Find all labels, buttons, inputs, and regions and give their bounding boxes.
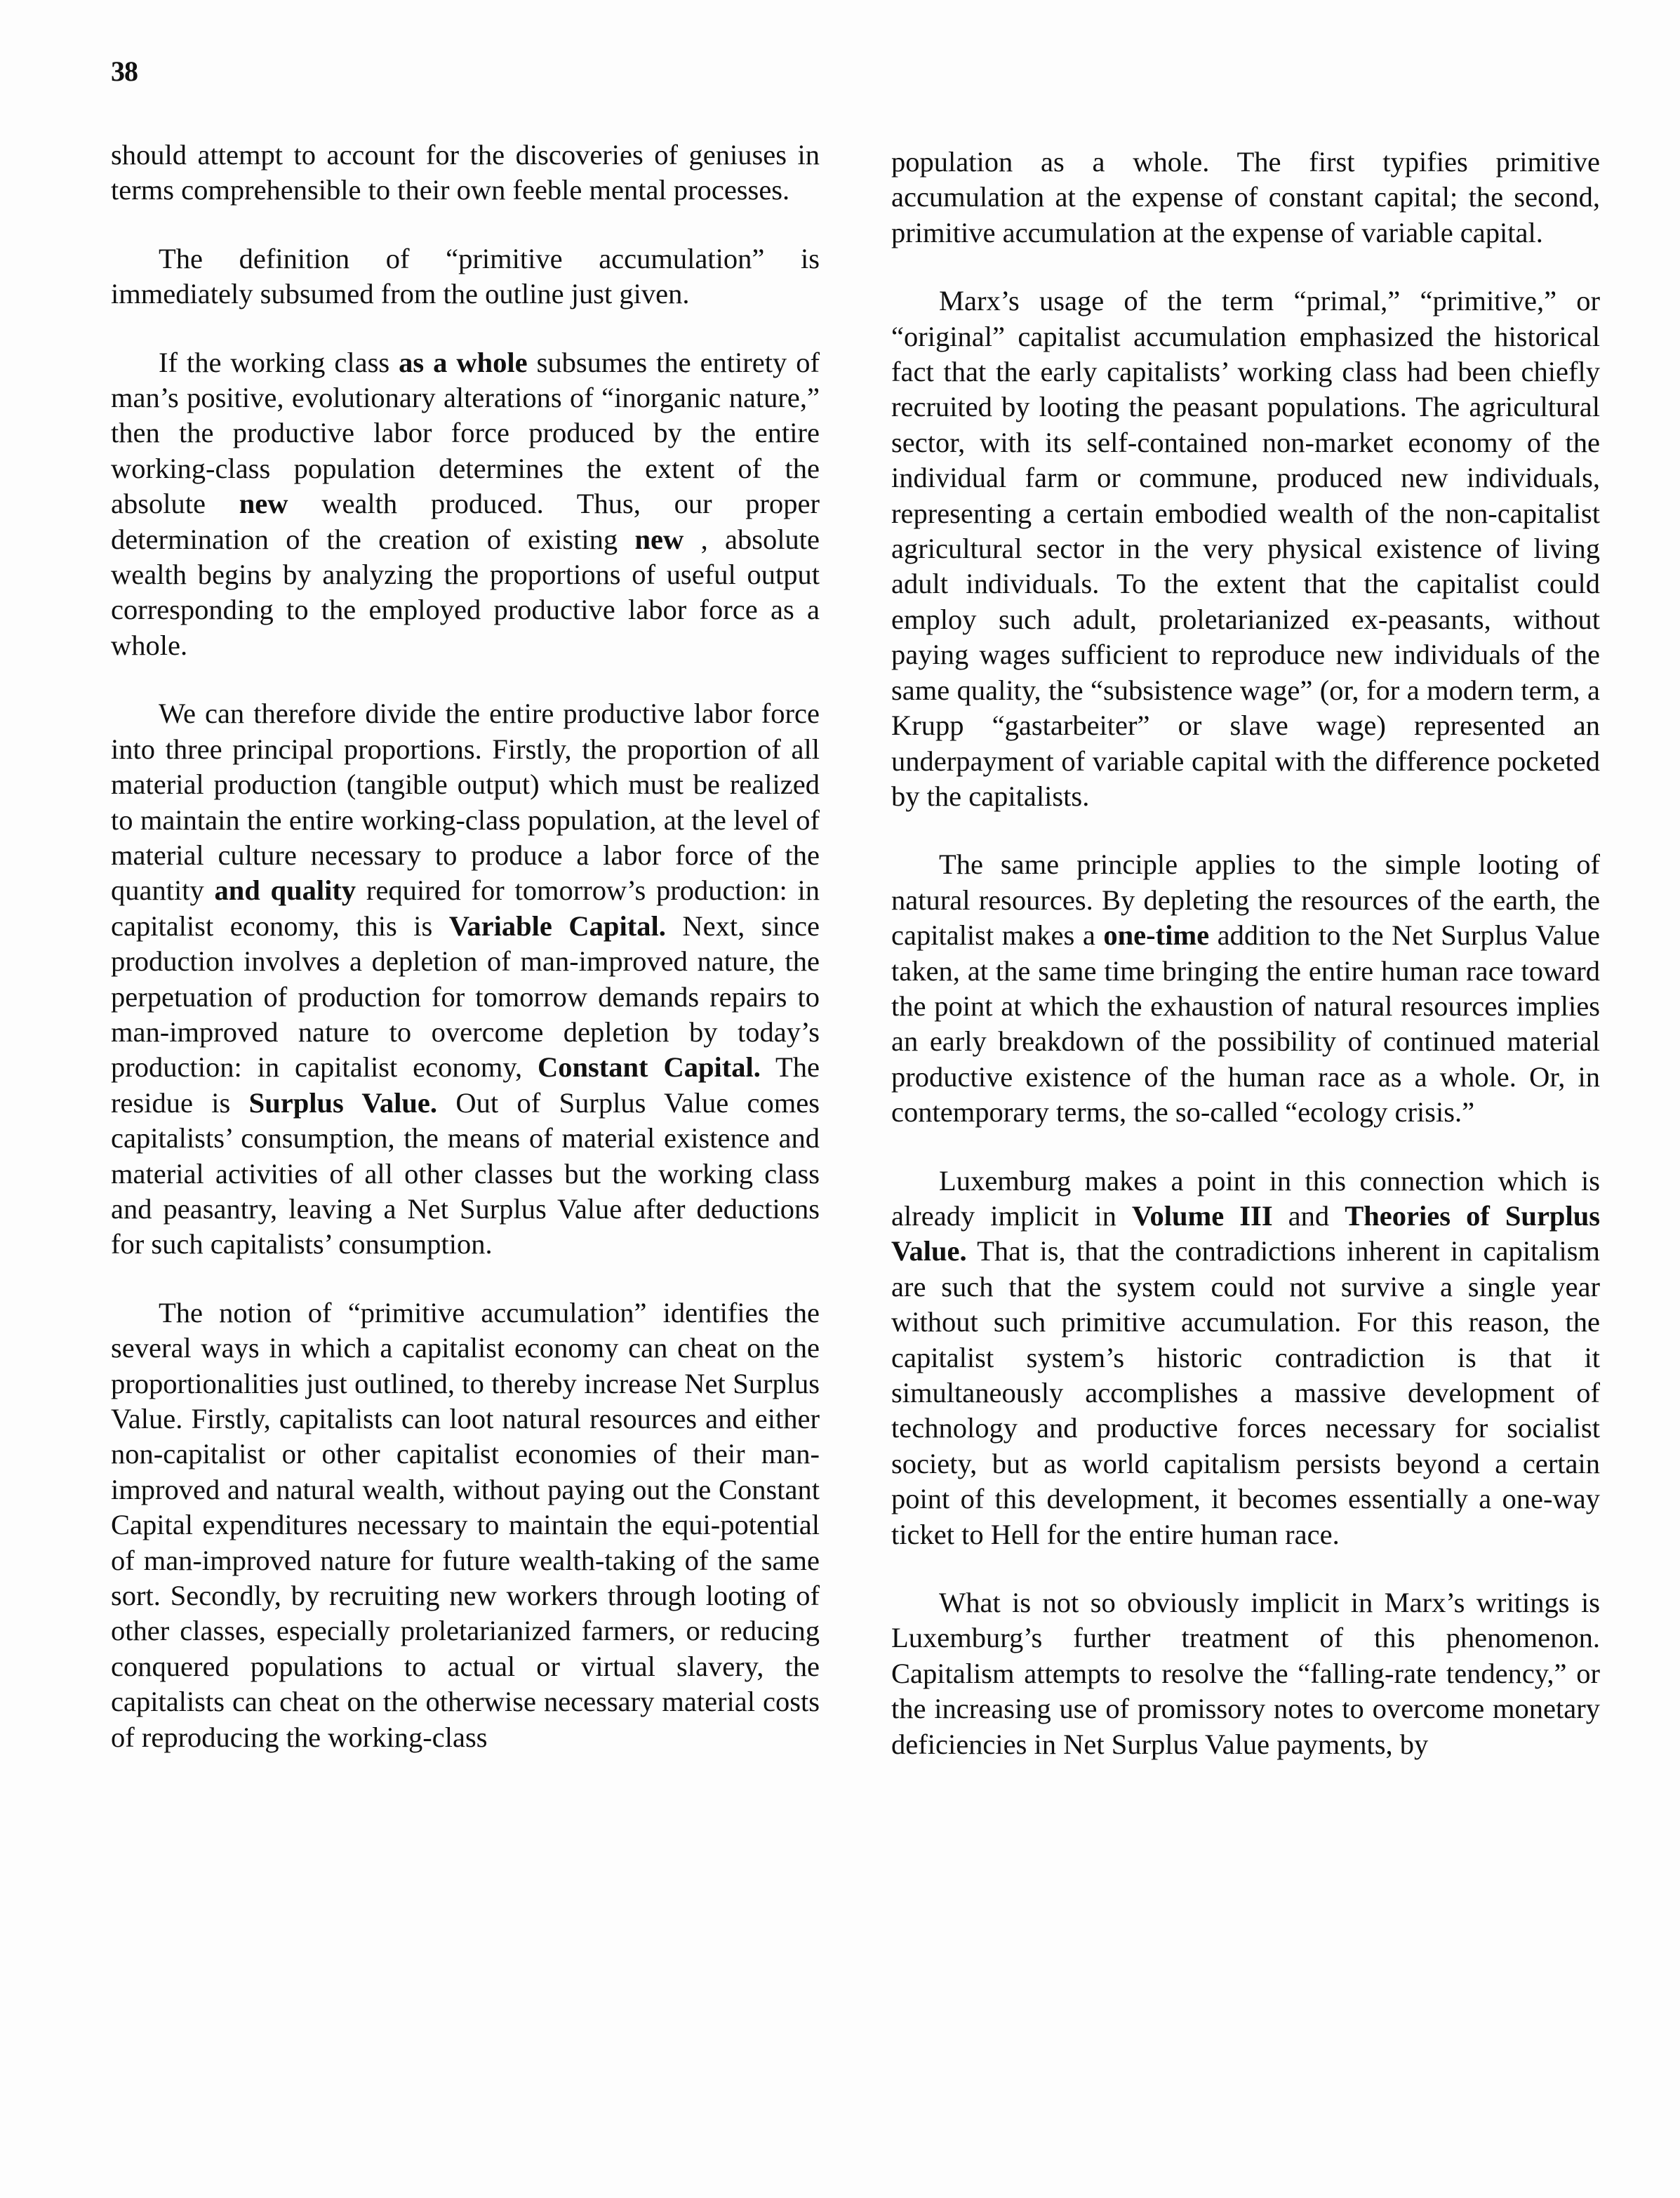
text-run: The definition of “primitive accumulation” is immediately subsumed from the outline just given. <box>111 242 820 310</box>
paragraph <box>111 696 820 1263</box>
paragraph <box>891 847 1600 1130</box>
text-run: The notion of “primitive accumulation” identifies the several ways in which a capitalist economy can cheat on the proportionalities just outlined, to thereby increase Net Surplus Value. Firstly, capitalists can loot natural resources and either non-capitalist or other capitalist economies of their man-improved and natural wealth, without paying out the Constant Capital expenditures necessary to maintain the equi-potential of man-improved nature for future wealth-taking of the same sort. Secondly, by recruiting new workers through looting of other classes, especially proletarianized farmers, or reducing conquered populations to actual or virtual slavery, the capitalists can cheat on the otherwise necessary material costs of reproducing the working-class <box>111 1296 820 1753</box>
bold-text: Constant Capital. <box>538 1051 761 1084</box>
paragraph <box>891 1164 1600 1552</box>
bold-text: new <box>634 523 684 555</box>
paragraph <box>111 345 820 664</box>
paragraph <box>891 284 1600 814</box>
bold-text: new <box>239 488 288 520</box>
paragraph <box>111 138 820 208</box>
bold-text: and quality <box>214 874 356 907</box>
text-run: and <box>1272 1199 1345 1232</box>
bold-text: Variable Capital. <box>448 910 666 942</box>
page-number: 38 <box>111 55 138 87</box>
text-run: addition to the Net Surplus Value taken, at the same time bringing the entire human race toward the point at which the exhaustion of natural resources implies an early breakdown of the possibility of continued material productive existence of the human race as a whole. Or, in contemporary terms, the so-called “ecology crisis.” <box>891 919 1600 1128</box>
bold-text: as a whole <box>399 346 528 378</box>
text-run: Marx’s usage of the term “primal,” “primitive,” or “original” capitalist accumulation emphasized the historical fact that the early capitalists’ working class had been chiefly recruited by looting the peasant populations. The agricultural sector, with its self-contained non-market economy of the individual farm or commune, produced new individuals, representing a certain embodied wealth of the non-capitalist agricultural sector in the very physical existence of living adult individuals. To the extent that the capitalist could employ such adult, proletarianized ex-peasants, without paying wages sufficient to reproduce new individuals of the same quality, the “subsistence wage” (or, for a modern term, a Krupp “gastarbeiter” or slave wage) represented an underpayment of variable capital with the difference pocketed by the capitalists. <box>891 285 1600 812</box>
text-run: The same principle applies to the simple looting of natural resources. By depleting the resources of the earth, the capitalist makes a <box>891 848 1600 952</box>
text-run: subsumes the entirety of man’s positive, evolutionary alterations of “inorganic nature,” then the productive labor force produced by the entire working-class population determines the extent of the absolute <box>111 346 820 520</box>
text-run: , absolute wealth begins by analyzing the proportions of useful output corresponding to the employed productive labor force as a whole. <box>111 523 820 661</box>
text-run: If the working class <box>159 346 399 378</box>
paragraph <box>111 1296 820 1755</box>
paragraph <box>111 241 820 312</box>
text-run: Luxemburg makes a point in this connection which is already implicit in <box>891 1164 1600 1232</box>
left-column <box>111 138 820 1755</box>
text-run: Out of Surplus Value comes capitalists’ consumption, the means of material existence and material activities of all other classes but the working class and peasantry, leaving a Net Surplus Value after deductions for such capitalists’ consumption. <box>111 1086 820 1260</box>
bold-text: Theories of Surplus Value. <box>891 1199 1600 1267</box>
paragraph <box>891 145 1600 251</box>
text-run: The residue is <box>111 1051 820 1119</box>
paragraph <box>891 1585 1600 1762</box>
bold-text: Volume III <box>1131 1199 1273 1232</box>
right-column <box>891 145 1600 1762</box>
text-run: wealth produced. Thus, our proper determination of the creation of existing <box>111 488 820 555</box>
text-run: population as a whole. The first typifies primitive accumulation at the expense of constant capital; the second, primitive accumulation at the expense of variable capital. <box>891 146 1600 248</box>
text-run: That is, that the contradictions inherent in capitalism are such that the system could not survive a single year without such primitive accumulation. For this reason, the capitalist system’s historic contradiction is that it simultaneously accomplishes a massive development of technology and productive forces necessary for socialist society, but as world capitalism persists beyond a certain point of this development, it becomes essentially a one-way ticket to Hell for the entire human race. <box>891 1235 1600 1550</box>
text-run: We can therefore divide the entire productive labor force into three principal proportions. Firstly, the proportion of all material production (tangible output) which must be realized to maintain the entire working-class population, at the level of material culture necessary to produce a labor force of the quantity <box>111 698 820 907</box>
text-run: required for tomorrow’s production: in capitalist economy, this is <box>111 874 820 942</box>
bold-text: one-time <box>1103 919 1210 952</box>
text-run: What is not so obviously implicit in Marx’s writings is Luxemburg’s further treatment of this phenomenon. Capitalism attempts to resolve the “falling-rate tendency,” or the increasing use of promissory notes to overcome monetary deficiencies in Net Surplus Value payments, by <box>891 1587 1600 1760</box>
text-run: Next, since production involves a depletion of man-improved nature, the perpetuation of production for tomorrow demands repairs to man-improved nature to overcome depletion by today’s production: in capitalist economy, <box>111 910 820 1084</box>
text-run: should attempt to account for the discoveries of geniuses in terms comprehensible to their own feeble mental processes. <box>111 139 820 206</box>
bold-text: Surplus Value. <box>248 1086 438 1119</box>
